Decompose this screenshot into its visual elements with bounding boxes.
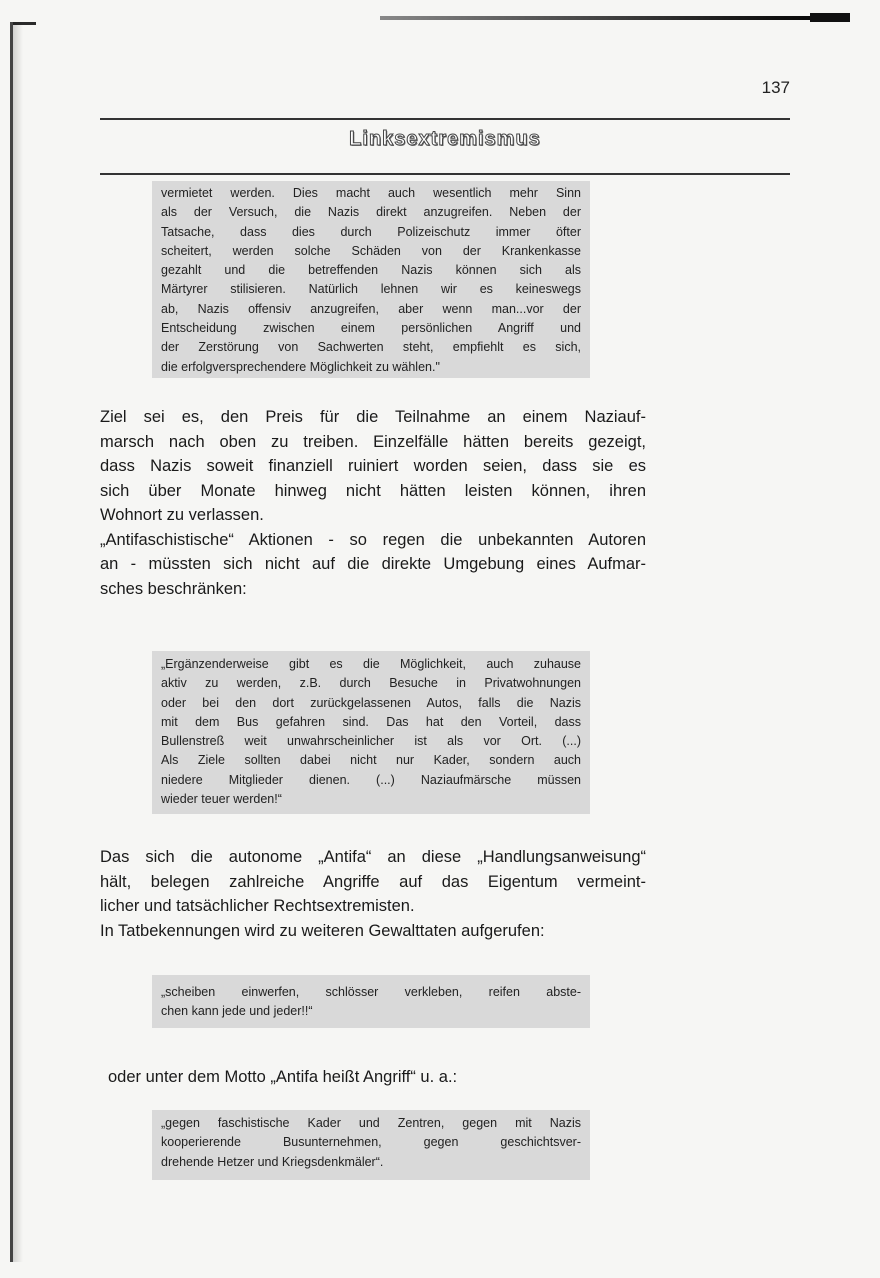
scan-top-rule-end — [810, 13, 850, 22]
quote-line: scheitert, werden solche Schäden von der Krankenkasse — [161, 243, 581, 258]
body-paragraph-1 — [100, 405, 646, 601]
block-quote-2 — [152, 651, 590, 814]
quote-line: chen kann jede und jeder!!“ — [161, 1004, 313, 1019]
paragraph-line: dass Nazis soweit finanziell ruiniert worden seien, dass sie es — [100, 457, 646, 475]
quote-line: Als Ziele sollten dabei nicht nur Kader, sondern auch — [161, 753, 581, 768]
quote-line: gezahlt und die betreffenden Nazis können sich als — [161, 263, 581, 278]
quote-line: „scheiben einwerfen, schlösser verkleben, reifen abste- — [161, 985, 581, 999]
quote-line: als der Versuch, die Nazis direkt anzugreifen. Neben der — [161, 205, 581, 220]
page-number: 137 — [761, 78, 790, 97]
quote-line: kooperierende Busunternehmen, gegen geschichtsver- — [161, 1135, 581, 1150]
paragraph-line: marsch nach oben zu treiben. Einzelfälle hätten bereits gezeigt, — [100, 432, 646, 451]
quote-line: der Zerstörung von Sachwerten steht, empfiehlt es sich, — [161, 340, 581, 355]
quote-line: „Ergänzenderweise gibt es die Möglichkeit, auch zuhause — [161, 657, 581, 671]
quote-line: Tatsache, dass dies durch Polizeischutz immer öfter — [161, 224, 581, 239]
quote-line: mit dem Bus gefahren sind. Das hat den Vorteil, dass — [161, 714, 581, 729]
body-paragraph-3 — [108, 1065, 608, 1090]
quote-line: Märtyrer stilisieren. Natürlich lehnen wir es keineswegs — [161, 282, 581, 297]
block-quote-4 — [152, 1110, 590, 1180]
header-rule-top — [100, 118, 790, 120]
paragraph-line: licher und tatsächlicher Rechtsextremisten. — [100, 897, 415, 915]
scan-top-rule — [380, 16, 850, 20]
quote-line: oder bei den dort zurückgelassenen Autos, falls die Nazis — [161, 695, 581, 710]
block-quote-1 — [152, 181, 590, 378]
quote-line: „gegen faschistische Kader und Zentren, gegen mit Nazis — [161, 1116, 581, 1130]
quote-line: aktiv zu werden, z.B. durch Besuche in Privatwohnungen — [161, 676, 581, 691]
quote-line: drehende Hetzer und Kriegsdenkmäler“. — [161, 1154, 384, 1169]
quote-line: Bullenstreß weit unwahrscheinlicher ist als vor Ort. (...) — [161, 734, 581, 749]
header-rule-bottom — [100, 173, 790, 175]
quote-line: niedere Mitglieder dienen. (...) Naziaufmärsche müssen — [161, 772, 581, 787]
quote-line: wieder teuer werden!“ — [161, 792, 282, 807]
scan-edge-shadow — [13, 22, 23, 1262]
quote-line: Entscheidung zwischen einem persönlichen Angriff und — [161, 321, 581, 336]
paragraph-line: In Tatbekennungen wird zu weiteren Gewalttaten aufgerufen: — [100, 921, 545, 940]
quote-line: vermietet werden. Dies macht auch wesentlich mehr Sinn — [161, 186, 581, 200]
quote-line: die erfolgversprechendere Möglichkeit zu wählen." — [161, 359, 440, 374]
quote-line: ab, Nazis offensiv anzugreifen, aber wenn man...vor der — [161, 301, 581, 316]
paragraph-line: Wohnort zu verlassen. — [100, 506, 264, 524]
body-paragraph-2 — [100, 845, 646, 943]
block-quote-3 — [152, 975, 590, 1028]
running-title: Linksextremismus — [349, 128, 541, 150]
paragraph-line: sches beschränken: — [100, 579, 247, 598]
paragraph-line: hält, belegen zahlreiche Angriffe auf das Eigentum vermeint- — [100, 872, 646, 891]
paragraph-line: oder unter dem Motto „Antifa heißt Angriff“ u. a.: — [108, 1068, 458, 1086]
paragraph-line: „Antifaschistische“ Aktionen - so regen die unbekannten Autoren — [100, 530, 646, 549]
paragraph-line: an - müssten sich nicht auf die direkte Umgebung eines Aufmar- — [100, 555, 646, 573]
paragraph-line: sich über Monate hinweg nicht hätten leisten können, ihren — [100, 481, 646, 500]
paragraph-line: Das sich die autonome „Antifa“ an diese „Handlungsanweisung“ — [100, 848, 646, 866]
paragraph-line: Ziel sei es, den Preis für die Teilnahme an einem Naziauf- — [100, 408, 646, 426]
